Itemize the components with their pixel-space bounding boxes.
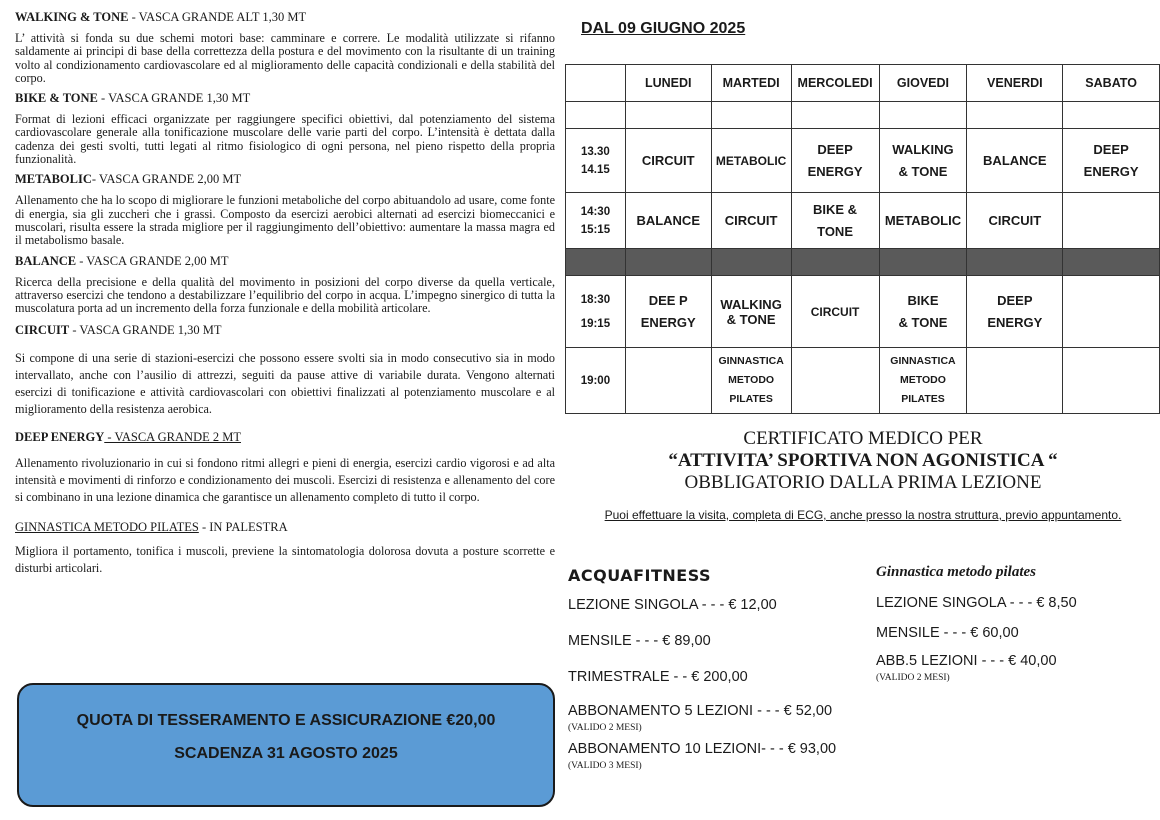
section-title: WALKING & TONE — [15, 10, 129, 24]
section-body: Allenamento rivoluzionario in cui si fondono ritmi allegri e pieni di energia, esercizi cardio vigorosi e ad alta intensità e movimenti di rinforzo e condizionamento dei muscoli. Esercizi di resistenza e allenamento del core si combinano in una lezione dinamica che garantisce un allenamento completo di tutto il corpo. — [15, 456, 555, 505]
membership-fee-box — [17, 683, 555, 807]
certificate-line-3: OBBLIGATORIO DALLA PRIMA LEZIONE — [684, 472, 1042, 493]
time-start: 19:00 — [580, 374, 611, 387]
price-10-lessons-note: (VALIDO 3 MESI) — [568, 761, 642, 771]
section-body: Ricerca della precisione e della qualità del movimento in posizioni del corpo diverse da quella verticale, attraverso esercizi che tendono a destabilizzare l’equilibrio del corpo in acqua. L’impegno sinergico di tutta la muscolatura porta ad un incremento della forza funzionale e della mobilità articolare. — [15, 274, 555, 316]
price-quarterly: TRIMESTRALE - - € 200,00 — [568, 669, 748, 685]
section-title: BALANCE — [15, 253, 77, 268]
section-body: Si compone di una serie di stazioni-esercizi che possono essere svolti sia in modo consecutivo sia in modo intervallato, anche con l’ausilio di attrezzi, seguiti da pause attive di variabile durata. Vengono alternati esercizi di tonificazione e attività cardiovascolari con obiettivi finalizzati al potenziamento muscolare e al miglioramento della resistenza aerobica. — [15, 351, 555, 417]
day-header: GIOVEDI — [879, 65, 967, 102]
class-cell: CIRCUIT — [711, 193, 791, 249]
time-start: 18:30 — [580, 293, 611, 306]
medical-certificate — [565, 428, 1160, 494]
price-monthly: MENSILE - - - € 60,00 — [876, 625, 1019, 641]
class-cell: WALKING & TONE — [879, 129, 967, 193]
section-title: BIKE & TONE — [15, 91, 98, 106]
schedule-row — [566, 276, 1160, 348]
time-end: 19:15 — [580, 317, 611, 330]
class-cell: DEEP ENERGY — [791, 129, 879, 193]
schedule-date-title: DAL 09 GIUGNO 2025 — [581, 20, 746, 37]
class-cell: BALANCE — [967, 129, 1063, 193]
class-cell: BIKE & TONE — [791, 193, 879, 249]
class-cell: DEEP ENERGY — [967, 276, 1063, 348]
class-cell: METABOLIC — [711, 129, 791, 193]
price-10-lessons: ABBONAMENTO 10 LEZIONI- - - € 93,00 — [568, 741, 837, 757]
class-cell — [967, 348, 1063, 414]
price-5-lessons: ABB.5 LEZIONI - - - € 40,00 — [876, 653, 1057, 669]
day-header: LUNEDI — [625, 65, 711, 102]
section-balance — [15, 254, 555, 316]
day-header: SABATO — [1063, 65, 1160, 102]
class-cell: METABOLIC — [879, 193, 967, 249]
section-subtitle: - VASCA GRANDE 2 MT — [104, 430, 241, 445]
day-header: MARTEDI — [711, 65, 791, 102]
price-single: LEZIONE SINGOLA - - - € 12,00 — [568, 597, 777, 613]
section-subtitle: - IN PALESTRA — [198, 520, 288, 535]
class-cell: WALKING & TONE — [711, 276, 791, 348]
section-subtitle: - VASCA GRANDE 1,30 MT — [69, 323, 222, 338]
price-single: LEZIONE SINGOLA - - - € 8,50 — [876, 595, 1077, 611]
class-cell: BIKE & TONE — [879, 276, 967, 348]
class-cell: GINNASTICA METODO PILATES — [711, 348, 791, 414]
section-deep-energy — [15, 430, 555, 506]
time-start: 13.30 — [581, 145, 610, 158]
class-cell: BALANCE — [625, 193, 711, 249]
class-cell: CIRCUIT — [967, 193, 1063, 249]
class-cell — [791, 348, 879, 414]
class-cell: DEEP ENERGY — [1063, 129, 1160, 193]
section-title: GINNASTICA METODO PILATES — [15, 520, 199, 535]
section-bike-tone — [15, 91, 555, 166]
section-body: Format di lezioni efficaci organizzate per raggiungere specifici obiettivi, dal potenziamento del sistema cardiovascolare generale alla tonificazione muscolare delle varie parti del corpo. L’intensità è dettata dalla cadenza dei gesti svolti, tutti legati al ritmo fisiologico di ogni persona, nel pieno rispetto della propria funzionalità. — [15, 112, 555, 167]
class-cell — [1063, 193, 1160, 249]
certificate-line-1: CERTIFICATO MEDICO PER — [743, 428, 983, 449]
time-end: 15:15 — [580, 223, 611, 236]
class-cell: DEE P ENERGY — [625, 276, 711, 348]
section-walking-tone — [15, 10, 555, 85]
section-subtitle: - VASCA GRANDE 2,00 MT — [76, 253, 229, 268]
section-body: Allenamento che ha lo scopo di migliorare le funzioni metaboliche del corpo abituandolo ad usare, come fonte di energia, sia gli zuccheri che i grassi. Composto da esercizi aerobici alternati ad esercizi biomeccanici e muscolari, risulta essere la strada migliore per il raggiungimento dell’obiettivo: aumentare la massa magra ed il metabolismo basale. — [15, 193, 555, 248]
schedule-header-row — [566, 65, 1160, 102]
section-body: L’ attività si fonda su due schemi motori base: camminare e correre. Le modalità utilizzate si rifanno saldamente ai principi di base della correttezza della postura e del movimento con la risultante di un training volto al condizionamento cardiovascolare ed al miglioramento delle capacità condizionali e della stabilità del corpo. — [15, 31, 555, 85]
class-cell: GINNASTICA METODO PILATES — [879, 348, 967, 414]
section-pilates — [15, 520, 555, 577]
schedule-row — [566, 129, 1160, 193]
day-header: VENERDI — [967, 65, 1063, 102]
class-cell — [625, 348, 711, 414]
price-5-lessons-note: (VALIDO 2 MESI) — [876, 673, 950, 683]
class-cell: CIRCUIT — [625, 129, 711, 193]
class-cell: CIRCUIT — [791, 276, 879, 348]
pilates-title: Ginnastica metodo pilates — [876, 564, 1037, 580]
price-monthly: MENSILE - - - € 89,00 — [568, 633, 711, 649]
schedule-row — [566, 348, 1160, 414]
pilates-prices — [876, 564, 1156, 683]
membership-deadline: SCADENZA 31 AGOSTO 2025 — [174, 745, 398, 762]
section-body: Migliora il portamento, tonifica i muscoli, previene la sintomatologia dolorosa dovuta a posture scorrette e disturbi articolari. — [15, 544, 555, 576]
day-header: MERCOLEDI — [791, 65, 879, 102]
class-cell — [1063, 276, 1160, 348]
schedule-empty-row — [566, 102, 1160, 129]
time-start: 14:30 — [580, 205, 611, 218]
schedule-separator-row — [566, 249, 1160, 276]
price-5-lessons-note: (VALIDO 2 MESI) — [568, 723, 642, 733]
section-metabolic — [15, 172, 555, 247]
price-5-lessons: ABBONAMENTO 5 LEZIONI - - - € 52,00 — [568, 703, 833, 719]
section-subtitle: - VASCA GRANDE 2,00 MT — [91, 172, 242, 187]
schedule-row — [566, 193, 1160, 249]
section-subtitle: - VASCA GRANDE 1,30 MT — [97, 91, 251, 106]
section-subtitle: - VASCA GRANDE ALT 1,30 MT — [128, 10, 307, 24]
aquafitness-prices — [568, 566, 868, 771]
section-circuit — [15, 323, 555, 418]
section-title: DEEP ENERGY — [15, 430, 105, 445]
class-cell — [1063, 348, 1160, 414]
certificate-note: Puoi effettuare la visita, completa di ECG, anche presso la nostra struttura, previo appuntamento. — [604, 508, 1122, 522]
schedule-table — [565, 64, 1160, 414]
section-title: METABOLIC — [15, 172, 92, 187]
course-descriptions — [15, 10, 555, 583]
time-end: 14.15 — [581, 163, 610, 176]
aquafitness-title: ACQUAFITNESS — [568, 566, 712, 585]
certificate-line-2: “ATTIVITA’ SPORTIVA NON AGONISTICA “ — [668, 450, 1058, 471]
membership-fee: QUOTA DI TESSERAMENTO E ASSICURAZIONE €20,00 — [76, 712, 496, 729]
section-title: CIRCUIT — [15, 323, 70, 338]
